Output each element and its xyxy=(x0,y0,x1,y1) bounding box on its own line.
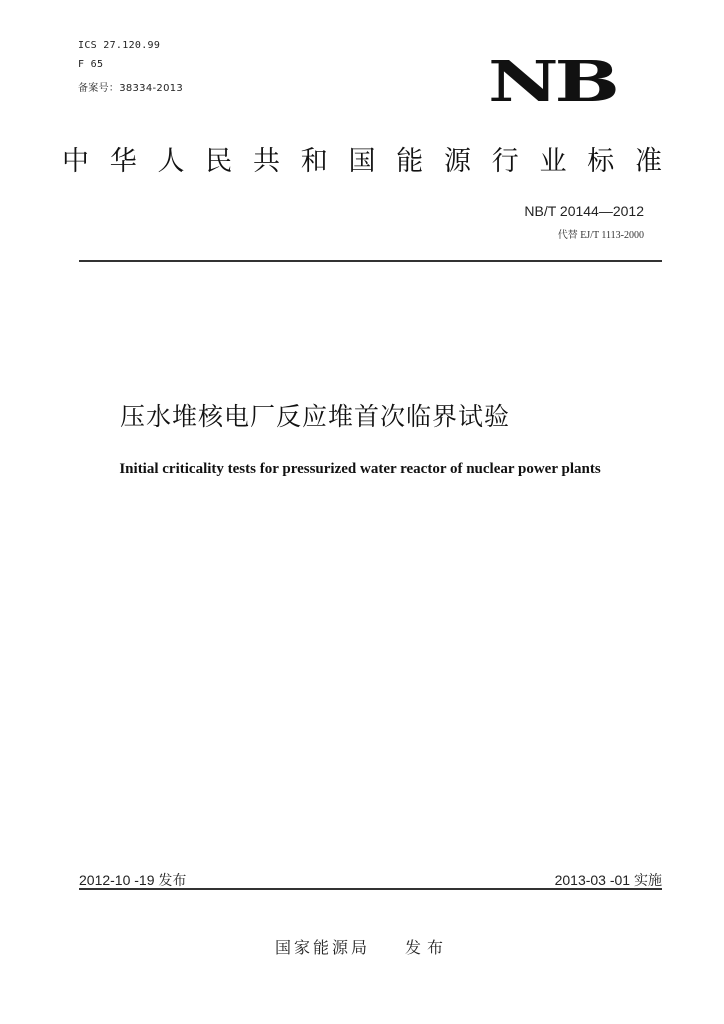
record-number: 备案号：38334-2013 xyxy=(78,83,184,94)
heading-char: 业 xyxy=(539,146,567,177)
heading-char: 标 xyxy=(587,146,615,177)
publisher-line xyxy=(0,935,724,958)
heading-char: 准 xyxy=(635,146,662,177)
nb-logo: NB xyxy=(488,49,616,115)
heading-char: 民 xyxy=(205,146,233,177)
heading-char: 源 xyxy=(444,146,471,177)
standard-category-heading xyxy=(62,145,662,179)
ccs-code: F 65 xyxy=(78,59,104,70)
top-divider xyxy=(79,260,662,262)
implementation-date: 2013-03 -01 实施 xyxy=(554,872,662,888)
title-english: Initial criticality tests for pressurized water reactor of nuclear power plants xyxy=(119,461,601,477)
ics-code: ICS 27.120.99 xyxy=(78,40,161,51)
bottom-divider xyxy=(79,888,662,890)
replaces-standard: 代替 EJ/T 1113-2000 xyxy=(557,230,644,241)
heading-char: 人 xyxy=(157,146,185,177)
heading-char: 华 xyxy=(109,146,137,177)
heading-char: 国 xyxy=(348,146,376,177)
title-chinese: 压水堆核电厂反应堆首次临界试验 xyxy=(120,402,511,431)
publisher-name: 国家能源局 xyxy=(274,938,370,957)
heading-char: 能 xyxy=(396,146,424,177)
publish-label: 发布 xyxy=(405,938,450,957)
heading-char: 和 xyxy=(300,146,328,177)
standard-number: NB/T 20144—2012 xyxy=(524,203,644,219)
heading-char: 中 xyxy=(62,146,89,177)
heading-char: 行 xyxy=(491,146,519,177)
issue-date: 2012-10 -19 发布 xyxy=(79,872,187,888)
heading-char: 共 xyxy=(253,146,280,177)
